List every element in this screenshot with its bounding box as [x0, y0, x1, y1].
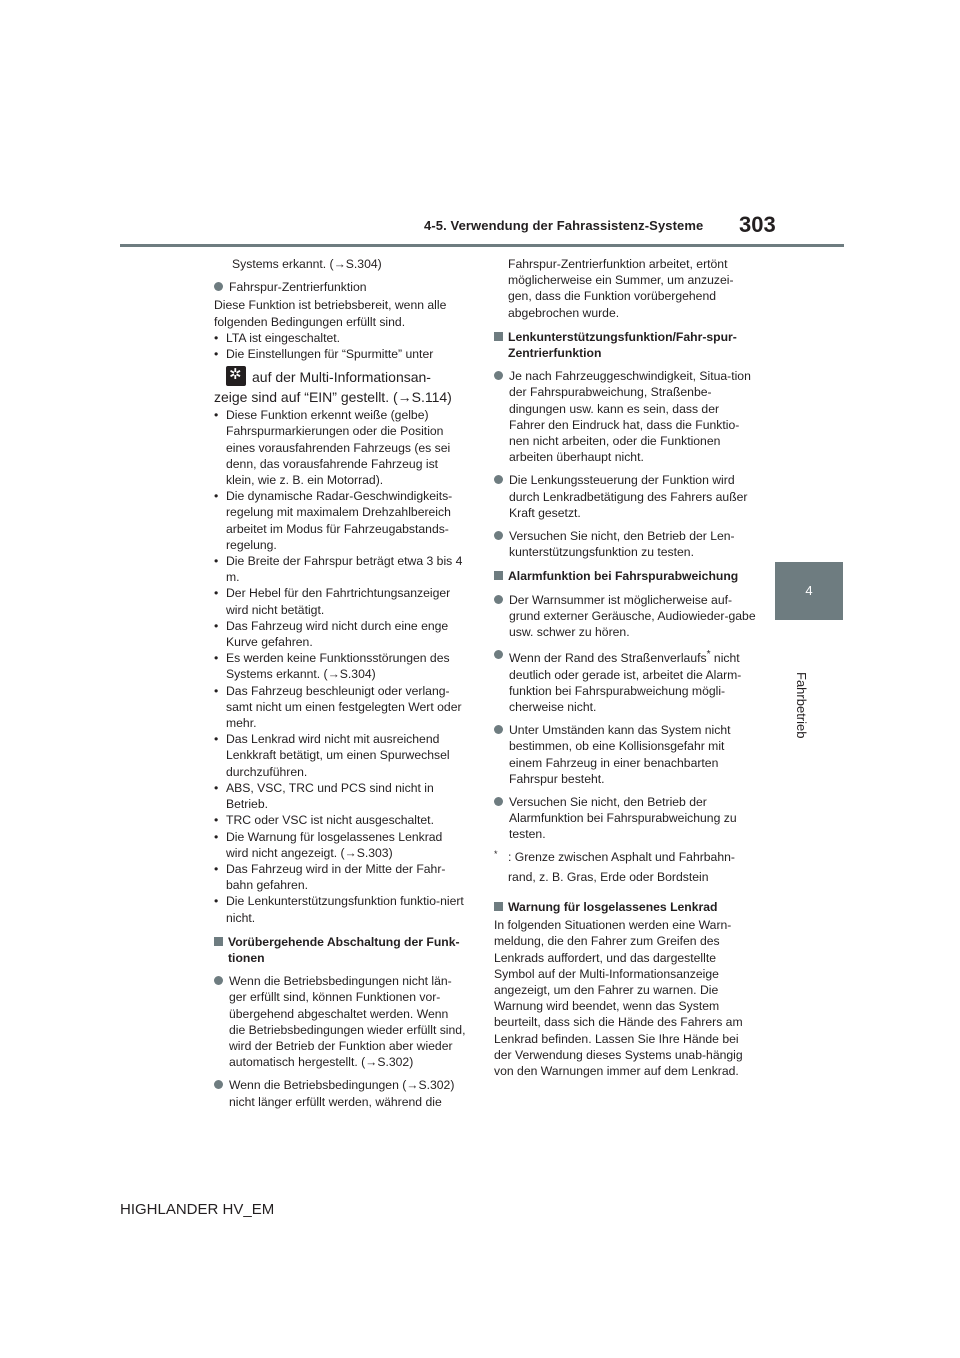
bullet-text: nicht deutlich oder gerade ist, arbeitet die Alarm-funktion bei Fahrspurabweichung mögli-cherweise nicht. [509, 651, 742, 714]
footnote-line: : Grenze zwischen Asphalt und Fahrbahn- [508, 849, 735, 864]
heading-lane-departure-alert: Alarmfunktion bei Fahrspurabweichung [494, 568, 756, 584]
condition-item: • Die Warnung für losgelassenes Lenkrad wird nicht angezeigt. (→S.303) [214, 829, 466, 861]
footer-model: HIGHLANDER HV_EM [120, 1201, 275, 1218]
continued-text: Fahrspur-Zentrierfunktion arbeitet, ertönt möglicherweise ein Summer, um anzuzei-gen, dass die Funktion vorübergehend abgebrochen wurde. [508, 257, 734, 320]
left-column [214, 256, 466, 1110]
continued-text: Systems erkannt. (→S.304) [232, 257, 382, 271]
condition-item: • TRC oder VSC ist nicht ausgeschaltet. [214, 812, 466, 828]
footnote-star: * [494, 848, 498, 859]
condition-item: • Das Lenkrad wird nicht mit ausreichend Lenkkraft betätigt, um einen Spurwechsel durchzuführen. [214, 731, 466, 780]
bullet-item: Die Lenkungssteuerung der Funktion wird durch Lenkradbetätigung des Fahrers außer Kraft gesetzt. [494, 472, 756, 521]
condition-item: • Die Lenkunterstützungsfunktion funktio-niert nicht. [214, 893, 466, 925]
bullet-item: Wenn die Betriebsbedingungen nicht län-ger erfüllt sind, können Funktionen vor-übergehend abgeschaltet werden. Wenn die Betriebsbedingungen wieder erfüllt sind, wird der Betrieb der Funktion aber wieder automatisch hergestellt. (→S.302) [214, 973, 466, 1070]
condition-item: • Es werden keine Funktionsstörungen des Systems erkannt. (→S.304) [214, 650, 466, 682]
condition-item: • LTA ist eingeschaltet. [214, 330, 466, 346]
warning-paragraph: In folgenden Situationen werden eine Warn-meldung, die den Fahrer zum Greifen des Lenkrads auffordert, und das dargestellte Symbol auf der Multi-Informationsanzeige angezeigt, um den Fahrer zu warnen. Die Warnung wird beendet, wenn das System beurteilt, dass sich die Hände des Fahrers am Lenkrad befinden. Lassen Sie Ihre Hände bei der Verwendung dieses Systems unab-hängig von den Warnungen immer auf dem Lenkrad. [494, 918, 743, 1078]
heading-temporary-shutoff: Vorübergehende Abschaltung der Funk-tionen [214, 934, 466, 966]
condition-item: • ABS, VSC, TRC und PCS sind nicht in Betrieb. [214, 780, 466, 812]
icon-line-2: zeige sind auf “EIN” gestellt. (→S.114) [214, 389, 452, 406]
conditions-intro: Diese Funktion ist betriebsbereit, wenn alle folgenden Bedingungen erfüllt sind. [214, 298, 447, 329]
condition-item: • Der Hebel für den Fahrtrichtungsanzeiger wird nicht betätigt. [214, 585, 466, 617]
bullet-item: Versuchen Sie nicht, den Betrieb der Len-kunterstützungsfunktion zu testen. [494, 528, 756, 560]
bullet-item [494, 647, 756, 715]
conditions-list [214, 407, 466, 926]
bullet-item: Versuchen Sie nicht, den Betrieb der Alarmfunktion bei Fahrspurabweichung zu testen. [494, 794, 756, 843]
condition-item: • Das Fahrzeug wird nicht durch eine enge Kurve gefahren. [214, 618, 466, 650]
bullet-item: Der Warnsummer ist möglicherweise auf-grund externer Geräusche, Audiowieder-gabe usw. schwer zu hören. [494, 592, 756, 641]
header-rule [120, 244, 844, 247]
footnote [494, 849, 756, 885]
condition-item: • Das Fahrzeug beschleunigt oder verlang-samt nicht um einen festgelegten Wert oder mehr. [214, 683, 466, 732]
page-number: 303 [739, 212, 776, 237]
bullet-item: Unter Umständen kann das System nicht bestimmen, ob eine Kollisionsgefahr mit einem Fahrzeug in einer benachbarten Fahrspur besteht. [494, 722, 756, 787]
heading-steering-assist: Lenkunterstützungsfunktion/Fahr-spur-Zentrierfunktion [494, 329, 756, 361]
heading-hands-off-warning: Warnung für losgelassenes Lenkrad [494, 899, 756, 915]
settings-icon-line [214, 366, 466, 387]
settings-gear-icon [226, 366, 246, 386]
condition-item: • Diese Funktion erkennt weiße (gelbe) Fahrspurmarkierungen oder die Position eines vorausfahrenden Fahrzeugs (es sei denn, das vorausfahrende Fahrzeug ist klein, wie z. B. ein Motorrad). [214, 407, 466, 488]
condition-item: • Das Fahrzeug wird in der Mitte der Fahr-bahn gefahren. [214, 861, 466, 893]
bullet-item: Je nach Fahrzeuggeschwindigkeit, Situa-tion der Fahrspurabweichung, Straßenbe-dingungen usw. kann es sein, dass der Fahrer den Eindruck hat, dass die Funktio-nen nicht arbeiten, oder die Funktionen arbeiten überhaupt nicht. [494, 368, 756, 465]
chapter-label: Fahrbetrieb [794, 672, 809, 739]
bullet-lane-centering: Fahrspur-Zentrierfunktion [214, 279, 466, 295]
footnote-marker: * [706, 649, 711, 661]
condition-item: • Die dynamische Radar-Geschwindigkeits-regelung mit maximalem Drehzahlbereich arbeitet im Modus für Fahrzeugabstands-regelung. [214, 488, 466, 553]
section-title: 4-5. Verwendung der Fahrassistenz-Systeme [424, 218, 704, 233]
condition-item: • Die Breite der Fahrspur beträgt etwa 3 bis 4 m. [214, 553, 466, 585]
condition-item: • Die Einstellungen für “Spurmitte” unter [214, 346, 466, 362]
bullet-item: Wenn die Betriebsbedingungen (→S.302) nicht länger erfüllt werden, während die [214, 1077, 466, 1109]
footnote-line: rand, z. B. Gras, Erde oder Bordstein [508, 869, 709, 884]
right-column [494, 256, 756, 1079]
chapter-tab: 4 [775, 562, 843, 620]
bullet-text: Wenn der Rand des Straßenverlaufs [509, 651, 707, 666]
icon-line-text: auf der Multi-Informationsan- [252, 369, 431, 386]
